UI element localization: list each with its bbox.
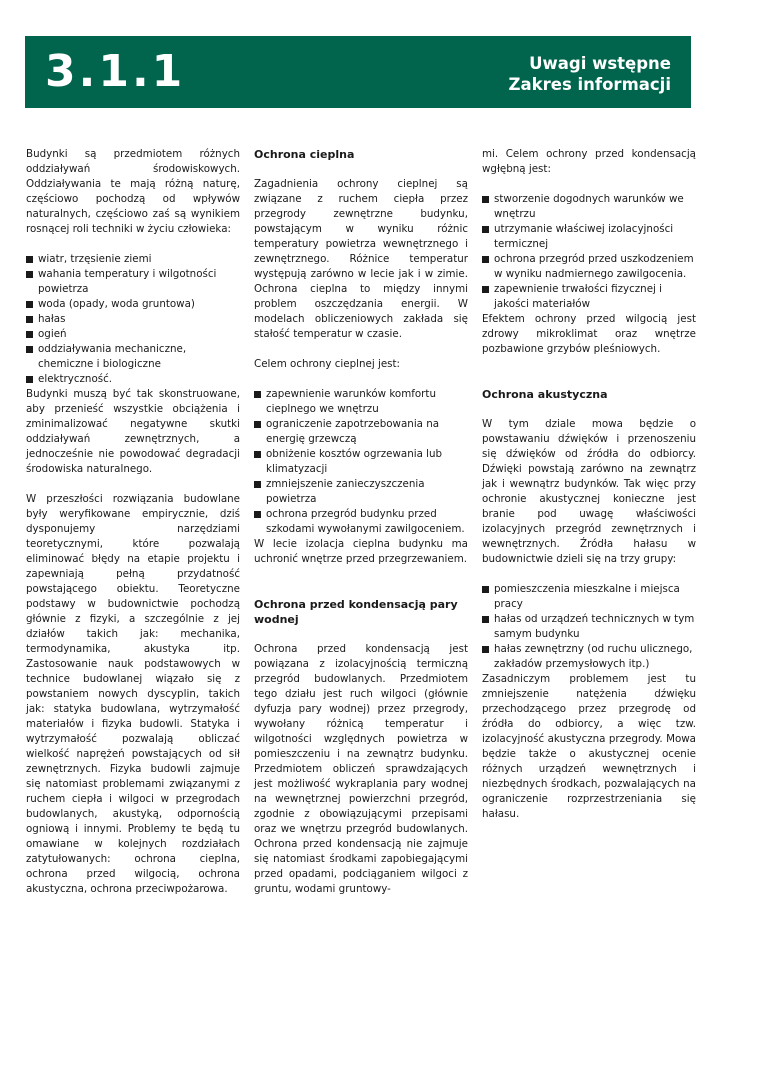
list-item: elektryczność. xyxy=(26,372,240,387)
section-number: 3.1.1 xyxy=(45,46,186,97)
bullet-square-icon xyxy=(26,256,33,263)
bullet-square-icon xyxy=(482,646,489,653)
bullet-square-icon xyxy=(482,256,489,263)
body-paragraph: W tym dziale mowa będzie o powstawaniu dźwięków i przenoszeniu się dźwięków od źródła do odbiorcy. Dźwięki powstają zarówno na zewnątrz jak i wewnątrz budynków. Tak więc przy ochronie akustycznej konieczne jest branie pod uwagę właściwości izolacyjnych przegród zewnętrznych i wewnętrznych. Źródła hałasu w budownictwie dzieli się na trzy grupy: xyxy=(482,418,696,565)
bullet-square-icon xyxy=(254,481,261,488)
column-middle xyxy=(254,147,468,897)
bullet-square-icon xyxy=(482,616,489,623)
list-item: stworzenie dogodnych warunków we wnętrzu xyxy=(482,192,696,222)
list-item: pomieszczenia mieszkalne i miejsca pracy xyxy=(482,582,696,612)
list-item: woda (opady, woda gruntowa) xyxy=(26,297,240,312)
body-paragraph: Zagadnienia ochrony cieplnej są związane z ruchem ciepła przez przegrody zewnętrzne budynku, powstającym w wyniku różnic temperatury powietrza wewnętrznego i zewnętrznego. Różnice temperatur występują zarówno w lecie jak i w zimie. Ochrona cieplna to między innymi problem oszczędzania energii. W modelach obliczeniowych zakłada się stałość temperatur w czasie. xyxy=(254,178,468,340)
bullet-square-icon xyxy=(254,511,261,518)
list-item: ograniczenie zapotrzebowania na energię grzewczą xyxy=(254,417,468,447)
list-item: zapewnienie trwałości fizycznej i jakości materiałów xyxy=(482,282,696,312)
body-paragraph: W przeszłości rozwiązania budowlane były weryfikowane empirycznie, dziś dysponujemy narzędziami teoretycznymi, które pozwalają eliminować błędy na etapie projektu i zapewniają pełną przydatność powstającego obiektu. Teoretyczne podstawy w budownictwie pochodzą głównie z fizyki, a szczególnie z jej działów takich jak: mechanika, termodynamika, akustyka itp. Zastosowanie nauk podstawowych w technice budowlanej wiązało się z powstaniem nowych dyscyplin, takich jak: statyka budowlana, wytrzymałość materiałów i fizyka budowli. Statyka i wytrzymałość pozwalają obliczać wielkość naprężeń powstających od sił zewnętrznych. Fizyka budowli zajmuje się natomiast problemami związanymi z ruchem ciepła i wilgoci w przegrodach budowlanych, akustyką, odpornością ogniową i innymi. Problemy te będą tu omawiane w kolejnych rozdziałach zatytułowanych: ochrona cieplna, ochrona przed wilgocią, ochrona akustyczna, ochrona przeciwpożarowa. xyxy=(26,493,240,895)
bullet-square-icon xyxy=(26,316,33,323)
bullet-square-icon xyxy=(26,376,33,383)
noise-sources-list xyxy=(482,582,696,672)
list-item: ochrona przegród budynku przed szkodami wywołanymi zawilgoceniem. xyxy=(254,507,468,537)
lead-text: Celem ochrony cieplnej jest: xyxy=(254,358,401,370)
body-paragraph: W lecie izolacja cieplna budynku ma uchronić wnętrze przed przegrzewaniem. xyxy=(254,538,468,565)
bullet-square-icon xyxy=(254,391,261,398)
list-item: ochrona przegród przed uszkodzeniem w wyniku nadmiernego zawilgocenia. xyxy=(482,252,696,282)
list-item: wiatr, trzęsienie ziemi xyxy=(26,252,240,267)
list-item: hałas zewnętrzny (od ruchu ulicznego, zakładów przemysłowych itp.) xyxy=(482,642,696,672)
influences-list xyxy=(26,252,240,387)
column-left xyxy=(26,147,240,897)
bullet-square-icon xyxy=(254,421,261,428)
heading-condensation-protection: Ochrona przed kondensacją pary wodnej xyxy=(254,598,458,626)
bullet-square-icon xyxy=(254,451,261,458)
list-item: hałas xyxy=(26,312,240,327)
section-title-primary: Uwagi wstępne xyxy=(529,54,671,73)
bullet-square-icon xyxy=(482,226,489,233)
heading-acoustic-protection: Ochrona akustyczna xyxy=(482,388,608,401)
condensation-goals-list xyxy=(482,192,696,312)
heading-thermal-protection: Ochrona cieplna xyxy=(254,148,355,161)
list-item: utrzymanie właściwej izolacyjności termicznej xyxy=(482,222,696,252)
list-item: zapewnienie warunków komfortu cieplnego we wnętrzu xyxy=(254,387,468,417)
list-item: oddziaływania mechaniczne, chemiczne i biologiczne xyxy=(26,342,240,372)
list-item: zmniejszenie zanieczyszczenia powietrza xyxy=(254,477,468,507)
list-item: hałas od urządzeń technicznych w tym samym budynku xyxy=(482,612,696,642)
section-titles xyxy=(509,53,671,95)
bullet-square-icon xyxy=(26,301,33,308)
body-paragraph: Ochrona przed kondensacją jest powiązana z izolacyjnością termiczną przegród budowlanych. Przedmiotem tego działu jest ruch wilgoci (głównie dyfuzja pary wodnej) przez przegrody, wywołany różnicą temperatur i wilgotności względnych powietrza w pomieszczeniu i na zewnątrz budynku. Przedmiotem obliczeń sprawdzających jest możliwość wykraplania pary wodnej na wewnętrznej powierzchni przegród, zgodnie z obowiązującymi przepisami oraz we wnętrzu przegród budowlanych. Ochrona przed kondensacją nie zajmuje się natomiast środkami zapobiegającymi przed opadami, podciąganiem wilgoci z gruntu, wodami gruntowy- xyxy=(254,643,468,895)
bullet-square-icon xyxy=(482,196,489,203)
list-item: wahania temperatury i wilgotności powietrza xyxy=(26,267,240,297)
bullet-square-icon xyxy=(26,346,33,353)
intro-paragraph: Budynki są przedmiotem różnych oddziaływań środowiskowych. Oddziaływania te mają różną naturę, częściowo pochodzą od wpływów naturalnych, częściowo zaś są wynikiem rosnącej roli techniki w życiu człowieka: xyxy=(26,148,240,235)
list-item: ogień xyxy=(26,327,240,342)
section-header xyxy=(25,36,691,108)
section-title-secondary: Zakres informacji xyxy=(508,75,671,94)
body-paragraph: Budynki muszą być tak skonstruowane, aby przenieść wszystkie obciążenia i zminimalizować negatywne skutki oddziaływań zewnętrznych, a jednocześnie nie powodować degradacji środowiska naturalnego. xyxy=(26,388,240,475)
column-right xyxy=(482,147,696,822)
bullet-square-icon xyxy=(482,586,489,593)
bullet-square-icon xyxy=(26,271,33,278)
list-item: obniżenie kosztów ogrzewania lub klimatyzacji xyxy=(254,447,468,477)
thermal-goals-list xyxy=(254,387,468,537)
bullet-square-icon xyxy=(26,331,33,338)
body-paragraph: Efektem ochrony przed wilgocią jest zdrowy mikroklimat oraz wnętrze pozbawione grzybów pleśniowych. xyxy=(482,313,696,355)
bullet-square-icon xyxy=(482,286,489,293)
body-paragraph: Zasadniczym problemem jest tu zmniejszenie natężenia dźwięku przechodzącego przez przegrodę od źródła do odbiorcy, a więc tzw. izolacyjność akustyczna przegrody. Mowa będzie także o akustycznej ocenie różnych urządzeń wewnętrznych i niezbędnych środkach, pozwalających na ograniczenie rozprzestrzeniania się hałasu. xyxy=(482,673,696,820)
body-paragraph: mi. Celem ochrony przed kondensacją wgłębną jest: xyxy=(482,148,696,175)
